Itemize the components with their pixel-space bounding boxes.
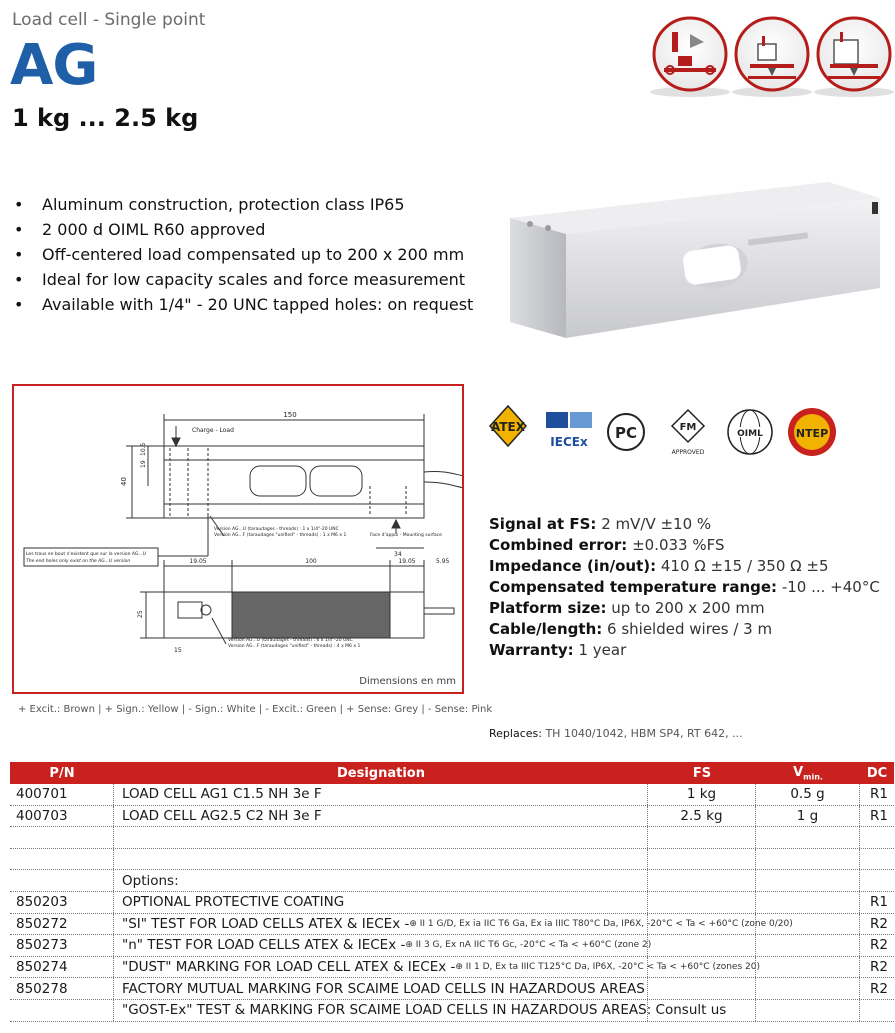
feature-item: • Ideal for low capacity scales and force measurement — [14, 267, 473, 292]
table-row — [10, 849, 894, 871]
svg-text:APPROVED: APPROVED — [671, 449, 705, 456]
dim-25: 25 — [137, 610, 144, 618]
dim-19: 19 — [140, 460, 147, 468]
dim-19-05-b: 19.05 — [398, 558, 416, 565]
cell-dc: R1 — [870, 786, 888, 803]
cell-designation: OPTIONAL PROTECTIVE COATING — [114, 892, 648, 913]
platform-scale-icon — [736, 18, 808, 90]
cell-designation: "n" TEST FOR LOAD CELLS ATEX & IECEx - ⊕ II 3 G, Ex nA IIC T6 Gc, -20°C < Ta < +60°C (zone 2) — [114, 935, 648, 956]
cell-pn: 850203 — [10, 892, 114, 913]
model-name: AG — [10, 33, 98, 98]
ntep-logo — [788, 408, 836, 456]
cell-designation: "DUST" MARKING FOR LOAD CELL ATEX & IECEx - ⊕ II 1 D, Ex ta IIIC T125°C Da, IP6X, -20°C < Ta < +60°C (zones 20) — [114, 957, 648, 978]
dim-100: 100 — [305, 558, 317, 565]
dim-19-05-a: 19.05 — [189, 558, 207, 565]
cell-pn — [10, 870, 114, 891]
table-row — [10, 784, 894, 806]
atex-marking-detail: ⊕ II 1 D, Ex ta IIIC T125°C Da, IP6X, -20°C < Ta < +60°C (zones 20) — [455, 962, 760, 973]
header-dc: DC — [866, 765, 888, 781]
dimensions-caption: Dimensions en mm — [359, 676, 456, 687]
cell-pn — [10, 827, 114, 848]
cell-fs — [648, 892, 756, 913]
cell-vmin — [756, 892, 860, 913]
header-pn: P/N — [49, 765, 75, 781]
dim-15: 15 — [174, 647, 182, 654]
iecex-logo — [546, 412, 592, 449]
cell-vmin — [756, 978, 860, 999]
spec-combined-error: Combined error: ±0.033 %FS — [489, 536, 725, 554]
dim-40: 40 — [120, 477, 128, 486]
cell-dc: R2 — [870, 959, 888, 976]
feature-item: • Available with 1/4" - 20 UNC tapped holes: on request — [14, 292, 473, 317]
table-row — [10, 806, 894, 828]
cell-vmin — [756, 870, 860, 891]
cell-vmin — [756, 1000, 860, 1021]
technical-drawing — [14, 386, 462, 692]
table-body — [10, 784, 894, 1022]
dim-34: 34 — [394, 551, 402, 558]
specifications — [489, 514, 880, 661]
cell-fs: 1 kg — [648, 784, 756, 805]
table-row — [10, 1000, 894, 1022]
fm-approved-logo — [672, 410, 705, 456]
header-fs: FS — [692, 765, 712, 781]
product-category: Load cell - Single point — [12, 10, 206, 30]
cell-vmin — [756, 849, 860, 870]
conveyor-scale-icon — [654, 18, 726, 90]
cell-fs — [648, 914, 756, 935]
support-label: Face d'appui - Mounting surface — [370, 533, 442, 538]
cell-pn: 400701 — [10, 784, 114, 805]
note-holes-fr: Les trous en bout n'existent que sur la version AG...U — [26, 552, 146, 557]
note-holes-en: The end holes only exist on the AG...U version — [26, 559, 131, 564]
feature-item: • 2 000 d OIML R60 approved — [14, 217, 473, 242]
cell-pn: 850274 — [10, 957, 114, 978]
cell-vmin: 1 g — [756, 806, 860, 827]
cell-vmin — [756, 827, 860, 848]
dim-10-5: 10.5 — [140, 442, 147, 456]
cell-dc: R2 — [870, 915, 888, 932]
svg-text:FM: FM — [679, 422, 697, 433]
pct-logo — [608, 414, 644, 450]
cell-designation: LOAD CELL AG1 C1.5 NH 3e F — [114, 784, 648, 805]
dimension-drawing — [12, 384, 464, 694]
cell-designation: LOAD CELL AG2.5 C2 NH 3e F — [114, 806, 648, 827]
load-cell-photo — [508, 180, 884, 340]
cell-designation: "GOST-Ex" TEST & MARKING FOR SCAIME LOAD CELLS IN HAZARDOUS AREAS: Consult us — [114, 1000, 648, 1021]
dim-5-95: 5.95 — [436, 558, 450, 565]
cell-dc: R2 — [870, 937, 888, 954]
cell-fs — [648, 849, 756, 870]
cell-pn: 850273 — [10, 935, 114, 956]
cell-dc: R1 — [870, 807, 888, 824]
svg-text:OIML: OIML — [737, 429, 763, 439]
header-designation: Designation — [337, 765, 425, 781]
cell-vmin — [756, 914, 860, 935]
cell-fs — [648, 978, 756, 999]
cell-fs — [648, 827, 756, 848]
cell-dc: R2 — [870, 980, 888, 997]
cell-vmin — [756, 957, 860, 978]
cell-dc — [860, 870, 894, 891]
cell-fs — [648, 957, 756, 978]
replaces-line: Replaces: TH 1040/1042, HBM SP4, RT 642, ... — [489, 727, 743, 740]
cell-fs — [648, 1000, 756, 1021]
cell-designation: "SI" TEST FOR LOAD CELLS ATEX & IECEx - ⊕ II 1 G/D, Ex ia IIC T6 Ga, Ex ia IIIC T80°C Da, IP6X, -20°C < Ta < +60°C (zone 0/20) — [114, 914, 648, 935]
feature-item: • Off-centered load compensated up to 200 x 200 mm — [14, 242, 473, 267]
table-row — [10, 892, 894, 914]
cell-pn: 400703 — [10, 806, 114, 827]
oiml-logo — [728, 410, 772, 454]
cell-dc — [860, 1000, 894, 1021]
spec-platform: Platform size: up to 200 x 200 mm — [489, 599, 765, 617]
certification-logos — [488, 404, 838, 460]
table-row — [10, 957, 894, 979]
spec-cable: Cable/length: 6 shielded wires / 3 m — [489, 620, 773, 638]
cell-dc — [860, 849, 894, 870]
version-f-bottom: Version AG...F (taraudages "unified" - threads) : 4 x M6 x 1 — [228, 644, 361, 649]
table-row — [10, 870, 894, 892]
atex-marking-detail: ⊕ II 1 G/D, Ex ia IIC T6 Ga, Ex ia IIIC T80°C Da, IP6X, -20°C < Ta < +60°C (zone 0/20) — [409, 918, 793, 929]
table-row — [10, 827, 894, 849]
capacity-range: 1 kg ... 2.5 kg — [12, 104, 199, 132]
cell-vmin — [756, 935, 860, 956]
cell-designation — [114, 849, 648, 870]
cell-pn: 850278 — [10, 978, 114, 999]
spec-temperature: Compensated temperature range: -10 ... +40°C — [489, 578, 880, 596]
cell-dc — [860, 827, 894, 848]
cell-pn — [10, 1000, 114, 1021]
version-u-top: Version AG...U (taraudages - threads) : 1 x 1/4"-20 UNC — [214, 527, 339, 532]
cell-designation: Options: — [114, 870, 648, 891]
cell-vmin: 0.5 g — [756, 784, 860, 805]
cell-pn — [10, 849, 114, 870]
application-icons — [650, 14, 894, 100]
version-u-bottom: Version AG...U (taraudages - threads) : 6 x 1/4"-20 UNC — [228, 638, 353, 643]
dim-150: 150 — [283, 411, 297, 419]
cell-designation: FACTORY MUTUAL MARKING FOR SCAIME LOAD CELLS IN HAZARDOUS AREAS — [114, 978, 648, 999]
load-label: Charge - Load — [192, 427, 234, 434]
header-vmin: $V_{min.}$ — [793, 764, 823, 782]
svg-text:PC: PC — [614, 424, 638, 442]
version-f-top: Version AG...F (taraudages "unified" - threads) : 1 x M6 x 1 — [214, 533, 347, 538]
cell-dc: R1 — [870, 894, 888, 911]
ordering-table — [10, 762, 894, 1022]
cell-pn: 850272 — [10, 914, 114, 935]
spec-warranty: Warranty: 1 year — [489, 641, 627, 659]
cell-fs: 2.5 kg — [648, 806, 756, 827]
bench-scale-icon — [818, 18, 890, 90]
table-header — [10, 762, 894, 784]
atex-mark: ATEX — [491, 420, 525, 434]
wire-color-code: + Excit.: Brown | + Sign.: Yellow | - Sign.: White | - Excit.: Green | + Sense: Grey | - Sense: Pink — [18, 704, 493, 715]
atex-marking-detail: ⊕ II 3 G, Ex nA IIC T6 Gc, -20°C < Ta < +60°C (zone 2) — [405, 940, 652, 951]
iecex-mark: IECEx — [550, 435, 588, 449]
atex-logo — [490, 406, 526, 446]
table-row — [10, 978, 894, 1000]
feature-list — [14, 192, 473, 317]
cell-fs — [648, 870, 756, 891]
spec-impedance: Impedance (in/out): 410 Ω ±15 / 350 Ω ±5 — [489, 557, 829, 575]
spec-signal: Signal at FS: 2 mV/V ±10 % — [489, 515, 712, 533]
feature-item: • Aluminum construction, protection class IP65 — [14, 192, 473, 217]
table-row — [10, 914, 894, 936]
svg-text:NTEP: NTEP — [795, 427, 829, 440]
cell-fs — [648, 935, 756, 956]
cell-designation — [114, 827, 648, 848]
table-row — [10, 935, 894, 957]
